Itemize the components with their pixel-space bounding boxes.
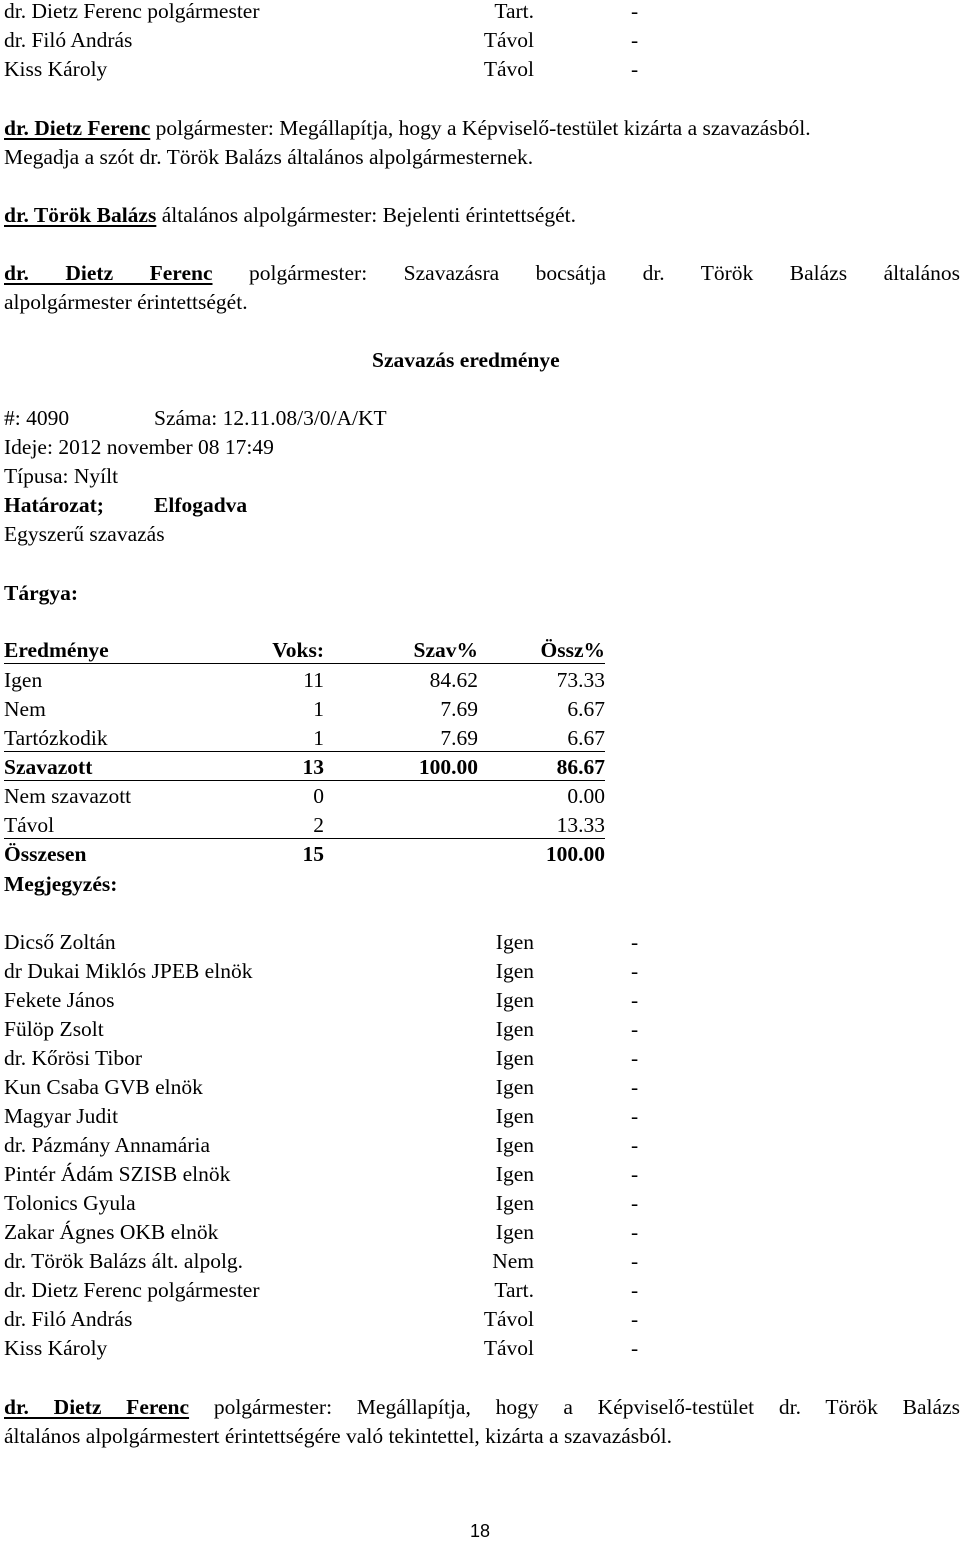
cell-voks: 13 — [302, 755, 324, 779]
vote-row — [4, 0, 704, 24]
table-row — [4, 811, 605, 839]
vote-value: Igen — [495, 1133, 534, 1157]
paragraph-1-line-1 — [4, 115, 811, 141]
column-header: Szav% — [413, 638, 478, 662]
voter-name: Zakar Ágnes OKB elnök — [4, 1220, 219, 1244]
vote-value: Igen — [495, 1191, 534, 1215]
vote-value: Igen — [495, 988, 534, 1012]
subject-label: Tárgya: — [4, 581, 79, 605]
vote-row — [4, 929, 704, 955]
table-row — [4, 695, 605, 724]
vote-row — [4, 1074, 704, 1100]
voter-name: dr. Kőrösi Tibor — [4, 1046, 142, 1070]
paragraph-1-line-2: Megadja a szót dr. Török Balázs általános alpolgármesternek. — [4, 145, 534, 169]
vote-dash: - — [631, 988, 639, 1012]
vote-dash: - — [631, 57, 639, 81]
cell-ossz: 0.00 — [567, 784, 605, 808]
vote-row — [4, 1132, 704, 1158]
vote-dash: - — [631, 1278, 639, 1302]
voter-name: dr. Dietz Ferenc polgármester — [4, 1278, 260, 1302]
vote-value: Igen — [495, 930, 534, 954]
vote-row — [4, 1045, 704, 1071]
vote-reference: Száma: 12.11.08/3/0/A/KT — [154, 406, 387, 430]
vote-row — [4, 1277, 704, 1303]
paragraph-2 — [4, 202, 576, 228]
decision-label: Határozat; — [4, 493, 104, 517]
vote-dash: - — [631, 1017, 639, 1041]
vote-dash: - — [631, 959, 639, 983]
cell-szav: 7.69 — [440, 697, 478, 721]
cell-ossz: 73.33 — [556, 668, 605, 692]
speaker-name: dr. Dietz Ferenc — [4, 1395, 190, 1419]
vote-value: Igen — [495, 1220, 534, 1244]
vote-dash: - — [631, 1191, 639, 1215]
row-label: Távol — [4, 813, 55, 837]
vote-type: Típusa: Nyílt — [4, 464, 119, 488]
cell-voks: 0 — [313, 784, 324, 808]
vote-dash: - — [631, 1249, 639, 1273]
vote-value: Igen — [495, 959, 534, 983]
vote-number: #: 4090 — [4, 406, 70, 430]
voter-name: dr. Filó András — [4, 28, 133, 52]
paragraph-text: polgármester: Szavazásra bocsátja dr. Török Balázs általános — [212, 261, 960, 285]
cell-szav: 100.00 — [418, 755, 478, 779]
cell-voks: 15 — [302, 842, 324, 866]
vote-dash: - — [631, 1133, 639, 1157]
cell-ossz: 100.00 — [545, 842, 605, 866]
voter-name: dr. Dietz Ferenc polgármester — [4, 0, 260, 23]
paragraph-text: általános alpolgármester: Bejelenti érintettségét. — [156, 203, 577, 227]
paragraph-text: polgármester: Megállapítja, hogy a Képviselő-testület kizárta a szavazásból. — [150, 116, 811, 140]
cell-voks: 11 — [303, 668, 324, 692]
column-header: Össz% — [540, 638, 605, 662]
cell-ossz: 6.67 — [567, 726, 605, 750]
vote-dash: - — [631, 930, 639, 954]
row-label: Szavazott — [4, 755, 93, 779]
vote-value: Igen — [495, 1017, 534, 1041]
paragraph-4-line-1 — [4, 1393, 960, 1422]
voter-name: Kiss Károly — [4, 57, 108, 81]
vote-dash: - — [631, 1162, 639, 1186]
table-header — [4, 636, 605, 664]
cell-ossz: 6.67 — [567, 697, 605, 721]
vote-value: Nem — [492, 1249, 534, 1273]
vote-value: Távol — [483, 57, 534, 81]
vote-value: Távol — [483, 1307, 534, 1331]
cell-ossz: 13.33 — [556, 813, 605, 837]
table-row — [4, 724, 605, 752]
row-label: Nem — [4, 697, 46, 721]
voter-name: dr Dukai Miklós JPEB elnök — [4, 959, 253, 983]
voter-name: Kun Csaba GVB elnök — [4, 1075, 203, 1099]
vote-value: Tart. — [494, 0, 534, 23]
vote-row — [4, 958, 704, 984]
speaker-name: dr. Dietz Ferenc — [4, 116, 151, 140]
voter-name: Tolonics Gyula — [4, 1191, 136, 1215]
cell-voks: 1 — [313, 726, 324, 750]
vote-value: Távol — [483, 1336, 534, 1360]
vote-row — [4, 56, 704, 82]
row-label: Tartózkodik — [4, 726, 108, 750]
voter-name: Magyar Judit — [4, 1104, 119, 1128]
row-label: Nem szavazott — [4, 784, 132, 808]
vote-row — [4, 1248, 704, 1274]
vote-row — [4, 1219, 704, 1245]
vote-dash: - — [631, 28, 639, 52]
vote-row — [4, 1190, 704, 1216]
vote-dash: - — [631, 1336, 639, 1360]
vote-row — [4, 27, 704, 53]
column-header: Voks: — [272, 638, 324, 662]
cell-szav: 7.69 — [440, 726, 478, 750]
vote-row — [4, 1335, 704, 1361]
table-row — [4, 782, 605, 811]
cell-voks: 1 — [313, 697, 324, 721]
table-row — [4, 753, 605, 781]
vote-row — [4, 987, 704, 1013]
speaker-name: dr. Török Balázs — [4, 203, 157, 227]
vote-row — [4, 1103, 704, 1129]
vote-dash: - — [631, 1220, 639, 1244]
vote-value: Tart. — [494, 1278, 534, 1302]
voter-name: dr. Filó András — [4, 1307, 133, 1331]
vote-mode: Egyszerű szavazás — [4, 522, 165, 546]
vote-dash: - — [631, 1104, 639, 1128]
voter-name: dr. Török Balázs ált. alpolg. — [4, 1249, 244, 1273]
vote-row — [4, 1161, 704, 1187]
row-label: Igen — [4, 668, 43, 692]
voter-name: Kiss Károly — [4, 1336, 108, 1360]
voter-name: dr. Pázmány Annamária — [4, 1133, 210, 1157]
speaker-name: dr. Dietz Ferenc — [4, 261, 213, 285]
vote-value: Igen — [495, 1046, 534, 1070]
vote-dash: - — [631, 1046, 639, 1070]
paragraph-4-line-2: általános alpolgármestert érintettségére való tekintettel, kizárta a szavazásból. — [4, 1424, 672, 1448]
column-header: Eredménye — [4, 638, 109, 662]
table-row — [4, 666, 605, 695]
vote-value: Igen — [495, 1162, 534, 1186]
result-heading: Szavazás eredménye — [372, 348, 560, 372]
vote-dash: - — [631, 0, 639, 23]
vote-dash: - — [631, 1075, 639, 1099]
cell-ossz: 86.67 — [556, 755, 605, 779]
paragraph-3-line-1 — [4, 259, 960, 288]
vote-value: Távol — [483, 28, 534, 52]
vote-row — [4, 1306, 704, 1332]
page-number: 18 — [469, 1521, 491, 1541]
vote-value: Igen — [495, 1104, 534, 1128]
vote-dash: - — [631, 1307, 639, 1331]
vote-row — [4, 1016, 704, 1042]
voter-name: Fekete János — [4, 988, 115, 1012]
remark-label: Megjegyzés: — [4, 872, 118, 896]
cell-voks: 2 — [313, 813, 324, 837]
voter-name: Dicső Zoltán — [4, 930, 116, 954]
voter-name: Fülöp Zsolt — [4, 1017, 104, 1041]
row-label: Összesen — [4, 842, 87, 866]
decision-status: Elfogadva — [154, 493, 248, 517]
voter-name: Pintér Ádám SZISB elnök — [4, 1162, 231, 1186]
paragraph-3-line-2: alpolgármester érintettségét. — [4, 290, 248, 314]
paragraph-text: polgármester: Megállapítja, hogy a Képviselő-testület dr. Török Balázs — [189, 1395, 960, 1419]
vote-time: Ideje: 2012 november 08 17:49 — [4, 435, 274, 459]
cell-szav: 84.62 — [429, 668, 478, 692]
table-row — [4, 840, 605, 869]
vote-value: Igen — [495, 1075, 534, 1099]
